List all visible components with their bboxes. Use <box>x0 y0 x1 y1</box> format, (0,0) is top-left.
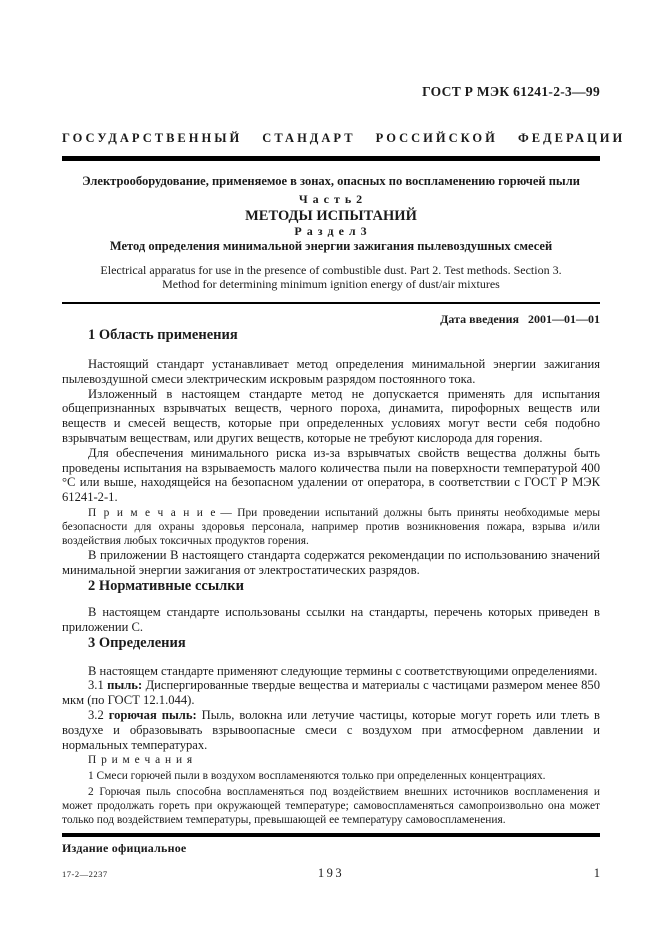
federal-standard-banner: ГОСУДАРСТВЕННЫЙ СТАНДАРТ РОССИЙСКОЙ ФЕДЕРАЦИИ <box>62 131 626 145</box>
footer-row <box>62 866 600 881</box>
section-2-heading: 2 Нормативные ссылки <box>88 577 244 594</box>
section-2-paragraph-1: В настоящем стандарте использованы ссылки на стандарты, перечень которых приведен в приложении С. <box>62 604 600 634</box>
definition-3-2-term: горючая пыль: <box>108 707 197 722</box>
section-label: Р а з д е л 3 <box>294 224 368 238</box>
definition-3-2 <box>62 708 600 752</box>
part-title: МЕТОДЫ ИСПЫТАНИЙ <box>245 208 417 224</box>
section-subtitle: Метод определения минимальной энергии зажигания пылевоздушных смесей <box>109 239 553 253</box>
doc-code: ГОСТ Р МЭК 61241-2-3—99 <box>422 84 600 99</box>
section-3-note-1: 1 Смеси горючей пыли в воздухом воспламеняются только при определенных концентрациях. <box>88 770 546 783</box>
order-number: 17-2—2237 <box>62 869 108 880</box>
official-edition-label: Издание официальное <box>62 841 187 856</box>
section-3-heading: 3 Определения <box>88 634 186 651</box>
notes-label-text: П р и м е ч а н и я <box>88 754 194 767</box>
definition-3-1-term: пыль: <box>107 678 143 693</box>
definition-3-2-text: Пыль, волокна или летучие частицы, которые могут гореть или тлеть в воздухе и образовывать взрывоопасные смеси с воздухом при атмосферном давлении и нормальных температурах. <box>62 707 600 752</box>
definition-3-1 <box>62 678 600 708</box>
note-text: — При проведении испытаний должны быть приняты необходимые меры безопасности для охраны здоровья персонала, например против возникновения пожара, взрыва и/или воздействия любых токсичных продуктов горения. <box>62 506 600 547</box>
title-en-line1: Electrical apparatus for use in the presence of combustible dust. Part 2. Test methods. Section 3. <box>100 263 562 277</box>
part-label: Ч а с т ь 2 <box>298 192 364 206</box>
document-title-ru: Электрооборудование, применяемое в зонах, опасных по воспламенению горючей пыли <box>82 174 580 188</box>
section-1-note <box>62 507 600 548</box>
section-3-paragraph-1: В настоящем стандарте применяют следующие термины с соответствующими определениями. <box>88 663 598 678</box>
section-1-paragraph-1: Настоящий стандарт устанавливает метод определения минимальной энергии зажигания пылевоздушной смеси электрическим искровым разрядом постоянного тока. <box>62 357 600 386</box>
section-1-paragraph-3: Для обеспечения минимального риска из-за взрывчатых свойств вещества должны быть проведены испытания на взрываемость малого количества пыли на поверхности температурой 400 °С или выше, находящейся на безопасном удалении от оператора, в соответствии с ГОСТ Р МЭК 61241-2-1. <box>62 445 600 505</box>
section-3-note-2: 2 Горючая пыль способна воспламеняться под воздействием внешних источников воспламенения и может продолжать гореть при окружающей температуре; самовоспламеняться самопроизвольно она может только под воздействием температуры, превышающей ее температуру самовоспламенения. <box>62 785 600 826</box>
effective-date-label: Дата введения <box>440 312 519 326</box>
footer-rule <box>62 833 600 837</box>
document-title-en <box>62 263 600 291</box>
page-number: 1 <box>593 866 600 881</box>
section-1-paragraph-2: Изложенный в настоящем стандарте метод не допускается применять для испытания общепризнанных взрывчатых веществ, черного пороха, динамита, пирофорных веществ или веществ и смесей веществ, которые при определенных условиях могут вести себя подобно взрывчатым веществам, или других веществ, которые не требуют кислорода для горения. <box>62 386 600 445</box>
note-label: П р и м е ч а н и е <box>88 506 217 519</box>
title-rule <box>62 302 600 304</box>
effective-date-value: 2001—01—01 <box>528 312 600 326</box>
header-rule <box>62 156 600 161</box>
definition-3-1-text: Диспергированные твердые вещества и материалы с частицами размером менее 850 мкм (по ГОСТ 12.1.044). <box>62 678 600 708</box>
effective-date <box>62 312 600 327</box>
section-1-heading: 1 Область применения <box>88 327 238 343</box>
section-3-notes-label <box>62 754 600 768</box>
definition-3-1-number: 3.1 <box>88 678 104 693</box>
folio-number: 193 <box>317 866 345 881</box>
definition-3-2-number: 3.2 <box>88 707 104 722</box>
section-1-paragraph-4: В приложении В настоящего стандарта содержатся рекомендации по использованию значений минимальной энергии зажигания от электростатических разрядов. <box>62 548 600 578</box>
title-en-line2: Method for determining minimum ignition energy of dust/air mixtures <box>162 277 500 291</box>
